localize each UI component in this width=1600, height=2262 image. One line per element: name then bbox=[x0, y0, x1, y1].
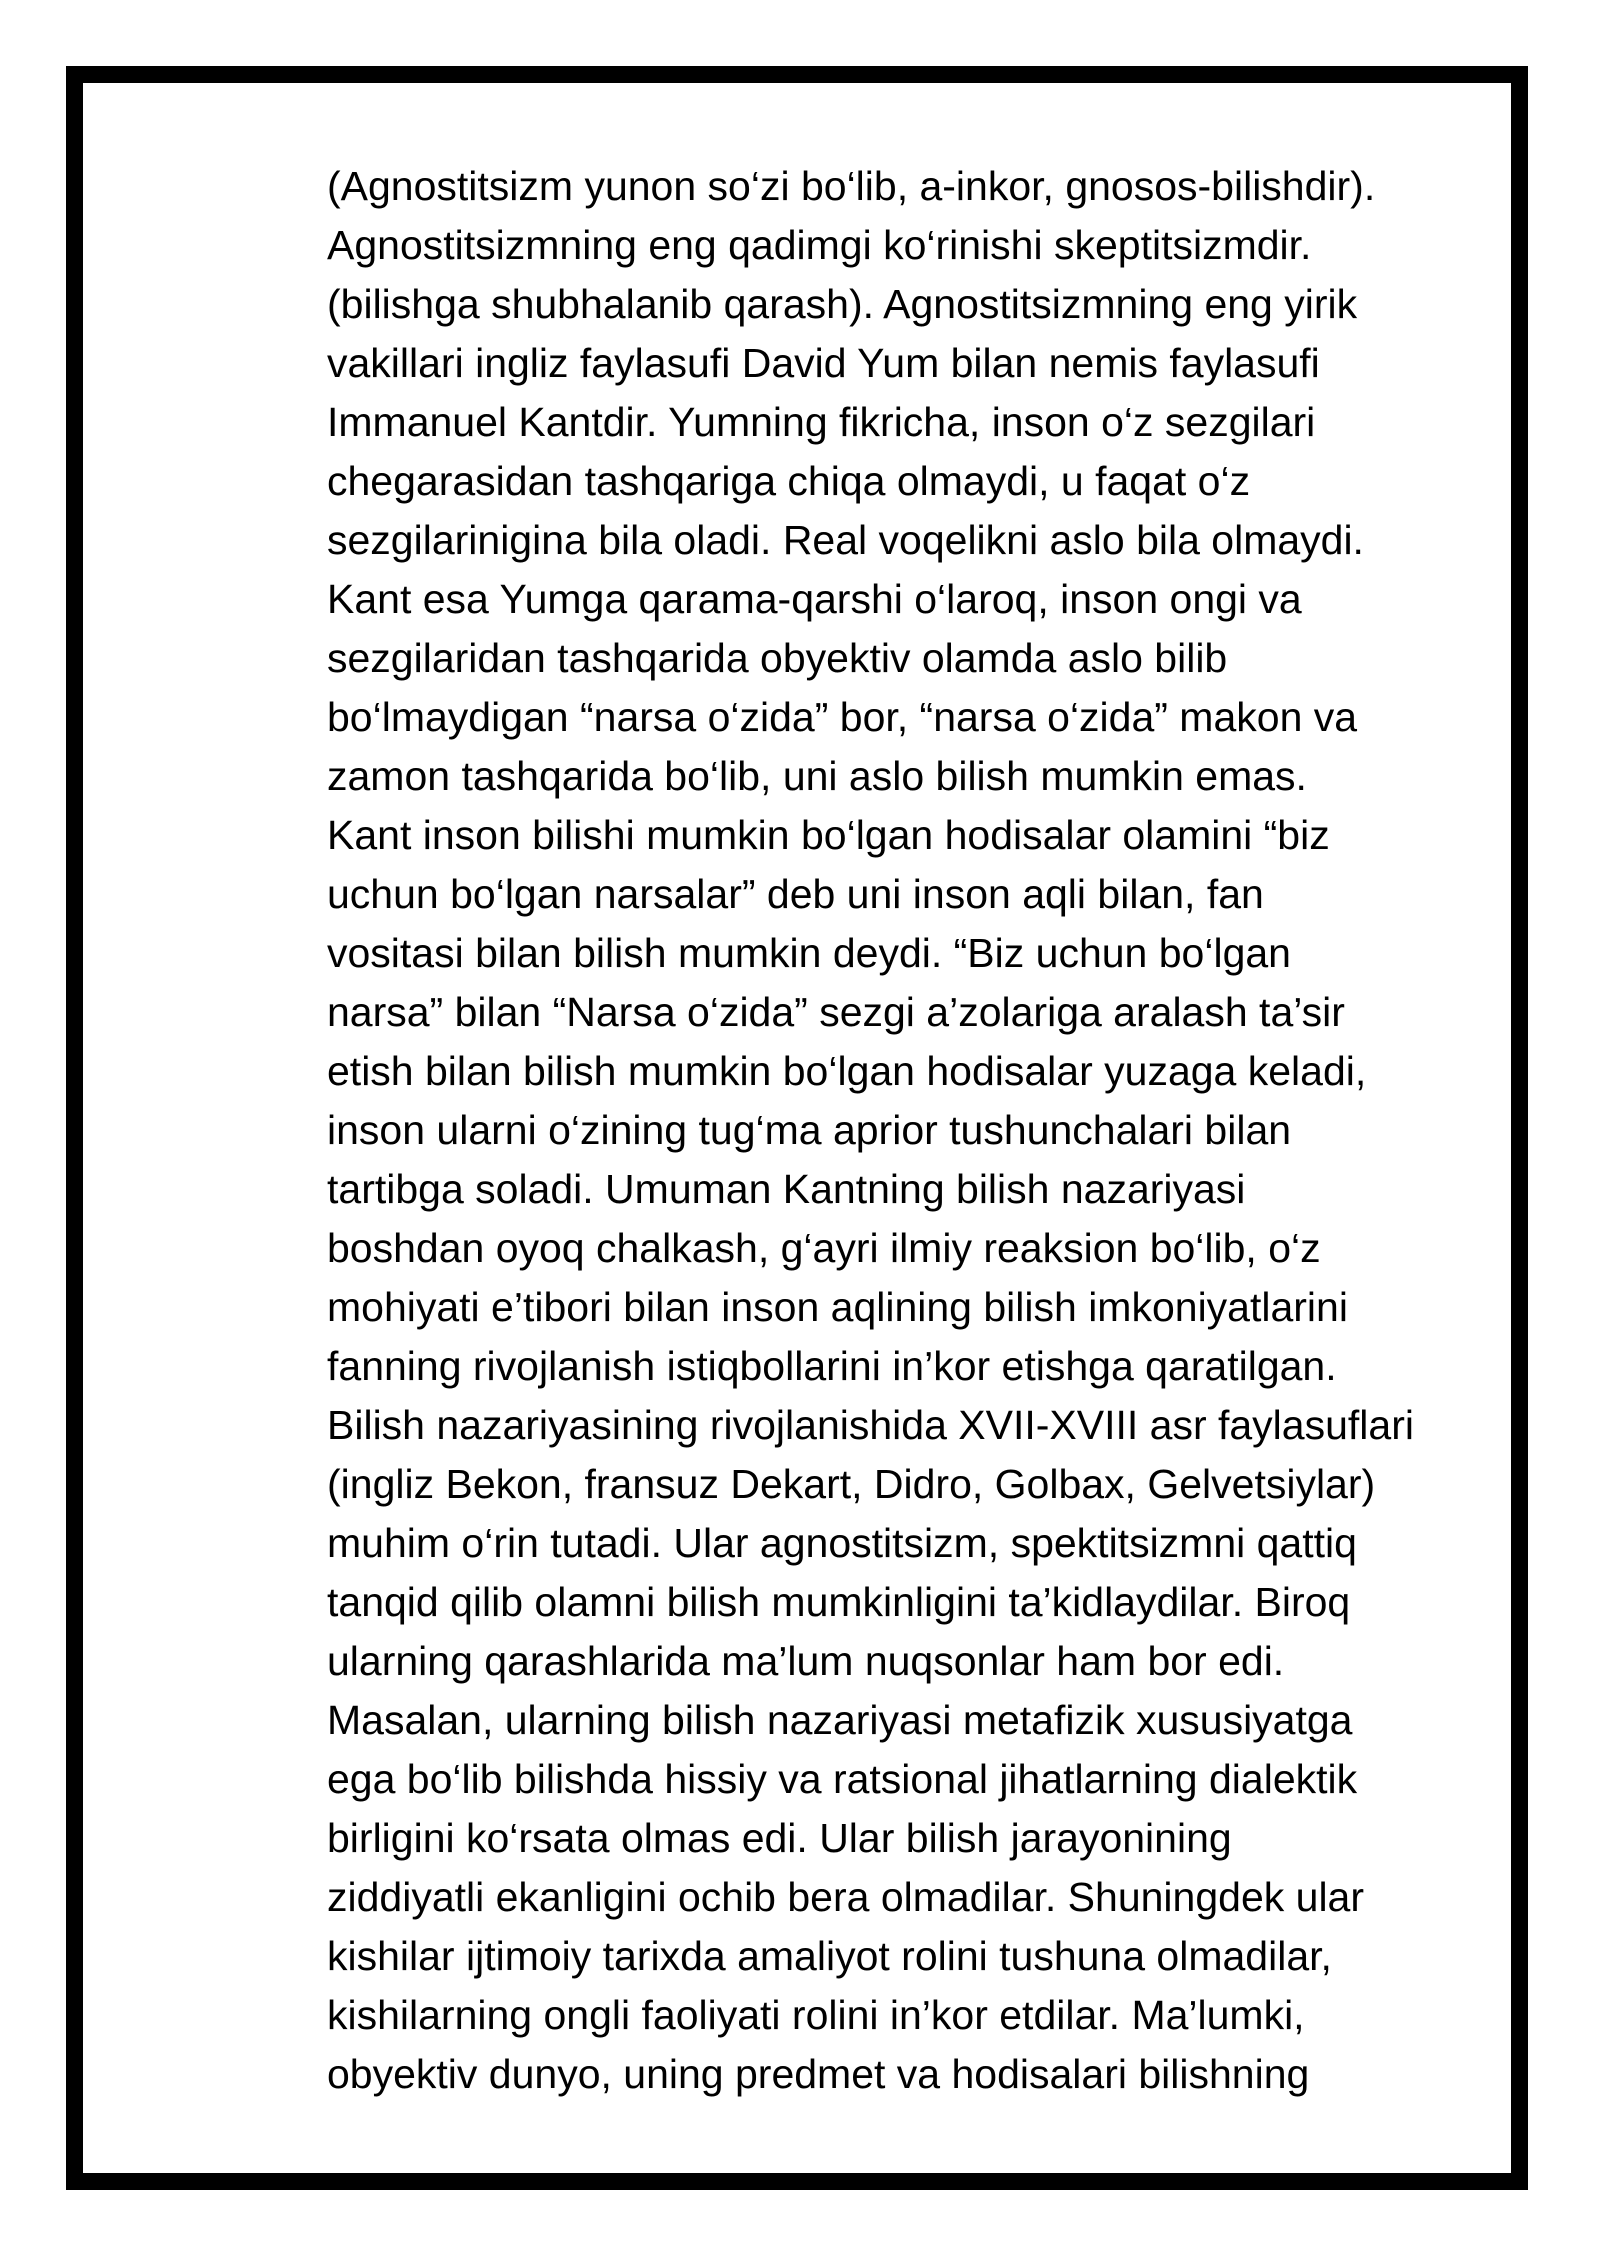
text-line: zamon tashqarida bo‘lib, uni aslo bilish mumkin emas. bbox=[327, 753, 1307, 799]
text-line: Agnostitsizmning eng qadimgi ko‘rinishi skeptitsizmdir. bbox=[327, 222, 1312, 268]
text-line: tanqid qilib olamni bilish mumkinligini ta’kidlaydilar. Biroq bbox=[327, 1579, 1351, 1625]
text-line: sezgilarinigina bila oladi. Real voqelikni aslo bila olmaydi. bbox=[327, 517, 1364, 563]
text-line: fanning rivojlanish istiqbollarini in’kor etishga qaratilgan. bbox=[327, 1343, 1337, 1389]
text-line: (ingliz Bekon, fransuz Dekart, Didro, Golbax, Gelvetsiylar) bbox=[327, 1461, 1376, 1507]
text-line: uchun bo‘lgan narsalar” deb uni inson aqli bilan, fan bbox=[327, 871, 1264, 917]
text-line: ularning qarashlarida ma’lum nuqsonlar ham bor edi. bbox=[327, 1638, 1285, 1684]
text-line: Masalan, ularning bilish nazariyasi metafizik xususiyatga bbox=[327, 1697, 1353, 1743]
text-line: Bilish nazariyasining rivojlanishida XVII-XVIII asr faylasuflari bbox=[327, 1402, 1414, 1448]
text-line: vakillari ingliz faylasufi David Yum bilan nemis faylasufi bbox=[327, 340, 1320, 386]
text-line: ega bo‘lib bilishda hissiy va ratsional jihatlarning dialektik bbox=[327, 1756, 1358, 1802]
text-line: kishilarning ongli faoliyati rolini in’kor etdilar. Ma’lumki, bbox=[327, 1992, 1305, 2038]
document-text-block bbox=[327, 157, 1507, 2104]
text-line: etish bilan bilish mumkin bo‘lgan hodisalar yuzaga keladi, bbox=[327, 1048, 1367, 1094]
text-line: tartibga soladi. Umuman Kantning bilish nazariyasi bbox=[327, 1166, 1246, 1212]
text-line: narsa” bilan “Narsa o‘zida” sezgi a’zolariga aralash ta’sir bbox=[327, 989, 1345, 1035]
text-line: bo‘lmaydigan “narsa o‘zida” bor, “narsa o‘zida” makon va bbox=[327, 694, 1358, 740]
text-line: birligini ko‘rsata olmas edi. Ular bilish jarayonining bbox=[327, 1815, 1232, 1861]
text-line: Kant esa Yumga qarama-qarshi o‘laroq, inson ongi va bbox=[327, 576, 1302, 622]
text-line: inson ularni o‘zining tug‘ma aprior tushunchalari bilan bbox=[327, 1107, 1292, 1153]
text-line: ziddiyatli ekanligini ochib bera olmadilar. Shuningdek ular bbox=[327, 1874, 1365, 1920]
text-line: kishilar ijtimoiy tarixda amaliyot rolini tushuna olmadilar, bbox=[327, 1933, 1332, 1979]
text-line: obyektiv dunyo, uning predmet va hodisalari bilishning bbox=[327, 2051, 1310, 2097]
text-line: muhim o‘rin tutadi. Ular agnostitsizm, spektitsizmni qattiq bbox=[327, 1520, 1357, 1566]
text-line: sezgilaridan tashqarida obyektiv olamda aslo bilib bbox=[327, 635, 1228, 681]
text-line: chegarasidan tashqariga chiqa olmaydi, u faqat o‘z bbox=[327, 458, 1251, 504]
text-line: (Agnostitsizm yunon so‘zi bo‘lib, a-inkor, gnosos-bilishdir). bbox=[327, 163, 1376, 209]
text-line: Immanuel Kantdir. Yumning fikricha, inson o‘z sezgilari bbox=[327, 399, 1316, 445]
text-line: mohiyati e’tibori bilan inson aqlining bilish imkoniyatlarini bbox=[327, 1284, 1348, 1330]
text-line: vositasi bilan bilish mumkin deydi. “Biz uchun bo‘lgan bbox=[327, 930, 1291, 976]
text-line: Kant inson bilishi mumkin bo‘lgan hodisalar olamini “biz bbox=[327, 812, 1330, 858]
text-line: (bilishga shubhalanib qarash). Agnostitsizmning eng yirik bbox=[327, 281, 1358, 327]
text-line: boshdan oyoq chalkash, g‘ayri ilmiy reaksion bo‘lib, o‘z bbox=[327, 1225, 1321, 1271]
